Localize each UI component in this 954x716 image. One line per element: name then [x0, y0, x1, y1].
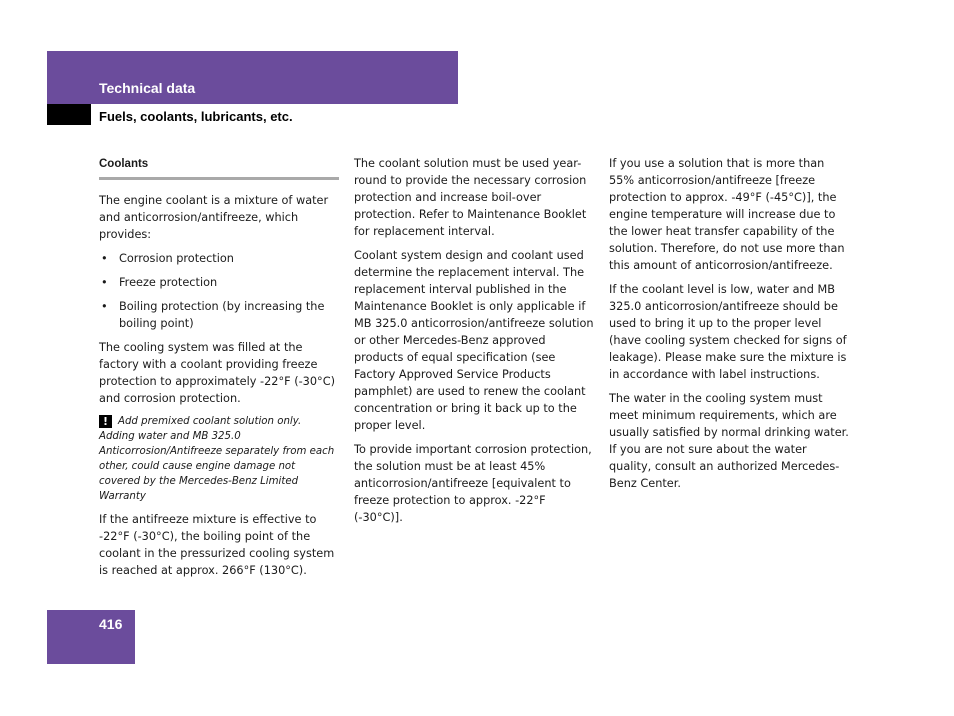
list-item: • Boiling protection (by increasing the boiling point) — [99, 298, 339, 332]
list-item: • Freeze protection — [99, 274, 339, 291]
section-marker — [47, 104, 91, 125]
paragraph: The coolant solution must be used year-round to provide the necessary corrosion protection and increase boil-over protection. Refer to Maintenance Booklet for replacement interval. — [354, 157, 587, 238]
paragraph: If the coolant level is low, water and MB 325.0 anticorrosion/antifreeze should be used to bring it up to the proper level (have cooling system checked for signs of leakage). Please make sure the mixture is in accordance with label instructions. — [609, 283, 847, 381]
warning-text: Add premixed coolant solution only. Adding water and MB 325.0 Anticorrosion/Antifreeze separately from each other, could cause engine damage not covered by the Mercedes-Benz Limited Warranty — [99, 416, 335, 502]
warning-note — [99, 414, 339, 504]
column-3 — [609, 155, 849, 499]
warning-icon: ! — [99, 415, 112, 428]
list-item: • Corrosion protection — [99, 250, 339, 267]
paragraph: The engine coolant is a mixture of water and anticorrosion/antifreeze, which provides: — [99, 194, 329, 241]
paragraph: If the antifreeze mixture is effective to -22°F (-30°C), the boiling point of the coolant in the pressurized cooling system is reached at approx. 266°F (130°C). — [99, 513, 335, 577]
page-number: 416 — [99, 616, 123, 632]
paragraph: To provide important corrosion protection, the solution must be at least 45% anticorrosion/antifreeze [equivalent to freeze protection to approx. -22°F (-30°C)]. — [354, 443, 592, 524]
paragraph: Coolant system design and coolant used determine the replacement interval. The replacement interval published in the Maintenance Booklet is only applicable if MB 325.0 anticorrosion/antifreeze solution or other Mercedes-Benz approved products of equal specification (see Factory Approved Service Products pamphlet) are used to renew the coolant concentration or bring it back up to the proper level. — [354, 249, 594, 432]
header-band — [47, 51, 458, 104]
column-2 — [354, 155, 597, 533]
column-1 — [99, 155, 339, 586]
bullet-list — [99, 250, 339, 332]
section-heading: Coolants — [99, 156, 339, 180]
paragraph: The water in the cooling system must meet minimum requirements, which are usually satisfied by normal drinking water. If you are not sure about the water quality, consult an authorized Mercedes-Benz Center. — [609, 392, 849, 490]
paragraph: The cooling system was filled at the factory with a coolant providing freeze protection to approximately -22°F (-30°C) and corrosion protection. — [99, 341, 335, 405]
paragraph: If you use a solution that is more than 55% anticorrosion/antifreeze [freeze protection to approx. -49°F (-45°C)], the engine temperature will increase due to the lower heat transfer capability of the solution. Therefore, do not use more than this amount of anticorrosion/antifreeze. — [609, 157, 845, 272]
page-subtitle: Fuels, coolants, lubricants, etc. — [99, 109, 293, 124]
page-section-title: Technical data — [99, 80, 196, 96]
